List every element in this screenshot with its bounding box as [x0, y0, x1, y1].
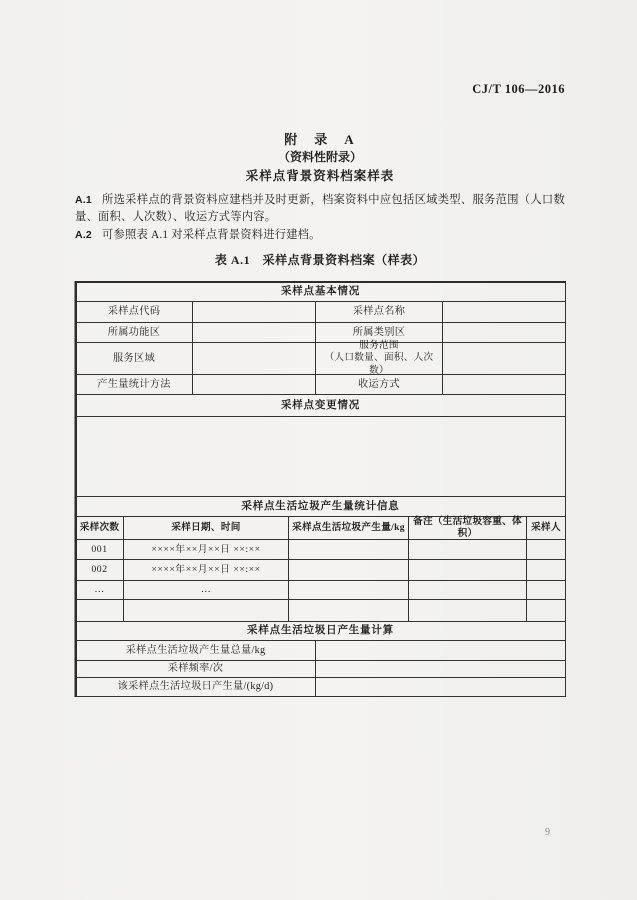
- stats-row-remarks: [409, 581, 527, 600]
- field-label-total-output: 采样点生活垃圾产生量总量/kg: [76, 641, 316, 661]
- section-header-change-record: 采样点变更情况: [76, 395, 566, 417]
- field-label-sampling-frequency: 采样频率/次: [76, 661, 316, 678]
- col-header-sampling-number: 采样次数: [76, 517, 124, 540]
- stats-row-sampler: [527, 600, 566, 622]
- field-value-output-statistics-method: [193, 375, 316, 395]
- field-value-category-zone: [443, 323, 566, 343]
- change-record-blank-area: [76, 417, 566, 497]
- stats-row-output: [289, 600, 409, 622]
- paragraph-a1-label: A.1: [75, 194, 92, 206]
- field-value-functional-zone: [193, 323, 316, 343]
- paragraph-a2-text: 可参照表 A.1 对采样点背景资料进行建档。: [101, 229, 321, 241]
- field-value-service-scope: [443, 343, 566, 375]
- field-value-service-area: [193, 343, 316, 375]
- stats-row-number: 002: [76, 560, 124, 581]
- field-value-total-output: [316, 641, 566, 661]
- appendix-title: 附 录 A: [284, 132, 356, 147]
- page-number: 9: [545, 827, 550, 838]
- stats-row-datetime: …: [124, 581, 289, 600]
- stats-row-sampler: [527, 581, 566, 600]
- field-label-sampling-point-name: 采样点名称: [316, 302, 443, 323]
- table-caption: 表 A.1 采样点背景资料档案（样表）: [214, 253, 426, 267]
- section-header-daily-output-calc: 采样点生活垃圾日产生量计算: [76, 622, 566, 641]
- col-header-sampler: 采样人: [527, 517, 566, 540]
- field-label-service-scope-lines: [318, 340, 440, 378]
- section-header-basic-info: 采样点基本情况: [76, 282, 566, 302]
- background-archive-table: [75, 281, 566, 697]
- service-scope-line1: 服务范围: [359, 339, 399, 351]
- stats-row-output: [289, 560, 409, 581]
- col-header-sampling-datetime: 采样日期、时间: [124, 517, 289, 540]
- stats-row-output: [289, 540, 409, 560]
- field-label-category-zone: 所属类别区: [316, 323, 443, 343]
- paragraph-a2-label: A.2: [75, 229, 92, 241]
- col-header-waste-output-kg: 采样点生活垃圾产生量/kg: [289, 517, 409, 540]
- field-value-collection-method: [443, 375, 566, 395]
- col-header-remarks: 备注（生活垃圾容重、体积）: [409, 517, 527, 540]
- field-value-daily-output: [316, 678, 566, 697]
- paragraph-a1-text: 所选采样点的背景资料应建档并及时更新，档案资料中应包括区域类型、服务范围（人口数量、面积、人次数）、收运方式等内容。: [75, 194, 565, 223]
- stats-row-datetime: [124, 600, 289, 622]
- field-value-sampling-frequency: [316, 661, 566, 678]
- field-label-functional-zone: 所属功能区: [76, 323, 193, 343]
- stats-row-sampler: [527, 540, 566, 560]
- service-scope-line2: （人口数量、面积、人次数）: [324, 352, 434, 376]
- paragraph-a1: [75, 192, 565, 226]
- body-paragraphs: [75, 192, 565, 245]
- stats-row-number: 001: [76, 540, 124, 560]
- appendix-heading: 采样点背景资料档案样表: [245, 169, 395, 183]
- field-label-collection-method: 收运方式: [316, 375, 443, 395]
- field-label-daily-output: 该采样点生活垃圾日产生量/(kg/d): [76, 678, 316, 697]
- appendix-subtitle: （资料性附录）: [277, 150, 362, 164]
- stats-row-remarks: [409, 560, 527, 581]
- stats-row-sampler: [527, 560, 566, 581]
- stats-row-remarks: [409, 600, 527, 622]
- stats-row-output: [289, 581, 409, 600]
- stats-row-number: …: [76, 581, 124, 600]
- standard-code: CJ/T 106—2016: [472, 82, 565, 96]
- field-value-sampling-point-name: [443, 302, 566, 323]
- field-label-sampling-point-code: 采样点代码: [76, 302, 193, 323]
- paragraph-a2: [75, 227, 565, 244]
- stats-row-number: [76, 600, 124, 622]
- field-label-output-statistics-method: 产生量统计方法: [76, 375, 193, 395]
- field-label-service-area: 服务区域: [76, 343, 193, 375]
- stats-row-datetime: ××××年××月××日 ××:××: [124, 540, 289, 560]
- stats-row-remarks: [409, 540, 527, 560]
- section-header-output-statistics: 采样点生活垃圾产生量统计信息: [76, 497, 566, 517]
- field-label-service-scope: [316, 339, 443, 376]
- stats-row-datetime: ××××年××月××日 ××:××: [124, 560, 289, 581]
- field-value-sampling-point-code: [193, 302, 316, 323]
